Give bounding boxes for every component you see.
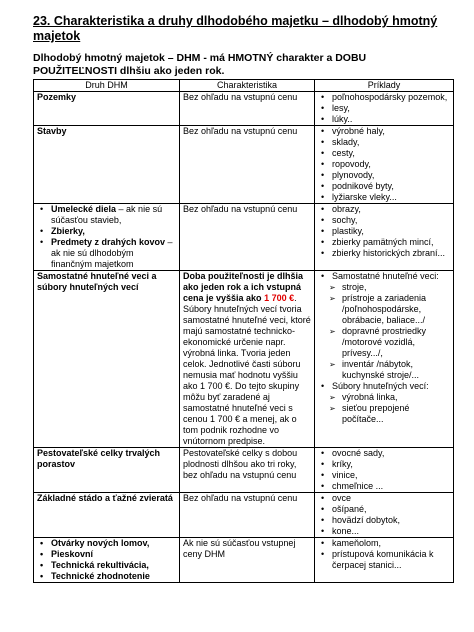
charakteristika-cell: Bez ohľadu na vstupnú cenu [180,204,315,271]
priklady-cell [315,126,454,204]
page-title: 23. Charakteristika a druhy dlhodobého majetku – dlhodobý hmotný majetok [33,14,438,43]
charakteristika-cell: Bez ohľadu na vstupnú cenu [180,126,315,204]
list-item: • kríky, [318,459,450,470]
list-item: • Zbierky, [37,226,176,237]
list-item: • lyžiarske vleky... [318,192,450,203]
list-item: • ovce [318,493,450,504]
table-row [34,493,454,538]
list-item: • Súbory hnuteľných vecí: [318,381,450,392]
list-item: • ošípané, [318,504,450,515]
list-item: • výrobné haly, [318,126,450,137]
druh-cell [34,538,180,583]
table-row [34,538,454,583]
priklady-cell [315,538,454,583]
list-item: • lúky.. [318,114,450,125]
table-row [34,204,454,271]
priklady-cell [315,493,454,538]
charakteristika-cell: Pestovateľské celky s dobou plodnosti dlhšou ako tri roky, bez ohľadu na vstupnú cenu [180,448,315,493]
list-item: ➢ prístroje a zariadenia /poľnohospodárske, obrábacie, baliace.../ [318,293,450,326]
list-item: • Samostatné hnuteľné veci: [318,271,450,282]
druh-cell: Stavby [34,126,180,204]
druh-cell [34,204,180,271]
list-item: • Umelecké diela – ak nie sú súčasťou stavieb, [37,204,176,226]
list-item: ➢ sieťou prepojené počítače... [318,403,450,425]
table-row [34,126,454,204]
header-charakteristika: Charakteristika [180,80,315,92]
charakteristika-cell: Bez ohľadu na vstupnú cenu [180,493,315,538]
druh-cell: Pozemky [34,92,180,126]
priklady-cell [315,271,454,448]
list-item: • plynovody, [318,170,450,181]
list-item: • prístupová komunikácia k čerpacej stanici... [318,549,450,571]
header-druh: Druh DHM [34,80,180,92]
list-item: • vinice, [318,470,450,481]
list-item: • Otvárky nových lomov, [37,538,176,549]
list-item: • chmeľnice ... [318,481,450,492]
table-row [34,448,454,493]
list-item: • sklady, [318,137,450,148]
list-item: • lesy, [318,103,450,114]
priklady-cell [315,204,454,271]
list-item: • plastiky, [318,226,450,237]
list-item: • cesty, [318,148,450,159]
list-item: • zbierky historických zbraní... [318,248,450,259]
priklady-cell [315,448,454,493]
list-item: ➢ stroje, [318,282,450,293]
list-item: • kameňolom, [318,538,450,549]
dhm-table [33,79,454,583]
charakteristika-cell: Doba použiteľnosti je dlhšia ako jeden rok a ich vstupná cena je vyššia ako 1 700 €. Súbory hnuteľných vecí tvoria samostatné hnuteľné veci, ktoré majú samostatné technicko-ekonomické určenie napr. výrobná linka. Tvoria jeden celok. Jednotlivé časti súboru nemusia mať hodnotu vyššiu ako 1 700 €. Do tejto skupiny môžu byť zaradené aj samostatné hnuteľné veci s cenou 1 700 € a menej, ak o tom podnik rozhodne vo vnútornom predpise. [180,271,315,448]
list-item: • obrazy, [318,204,450,215]
charakteristika-cell: Bez ohľadu na vstupnú cenu [180,92,315,126]
list-item: • ovocné sady, [318,448,450,459]
list-item: • hovädzí dobytok, [318,515,450,526]
header-priklady: Príklady [315,80,454,92]
list-item: • Pieskovní [37,549,176,560]
list-item: • kone... [318,526,450,537]
intro-paragraph: Dlhodobý hmotný majetok – DHM - má HMOTNÝ charakter a DOBU POUŽITEĽNOSTI dlhšiu ako jeden rok. [33,52,367,77]
charakteristika-cell: Ak nie sú súčasťou vstupnej ceny DHM [180,538,315,583]
priklady-cell [315,92,454,126]
list-item: ➢ dopravné prostriedky /motorové vozidlá, prívesy.../, [318,326,450,359]
list-item: • sochy, [318,215,450,226]
table-row [34,271,454,448]
druh-cell: Samostatné hnuteľné veci a súbory hnuteľných vecí [34,271,180,448]
table-header-row [34,80,454,92]
list-item: • Technické zhodnotenie [37,571,176,582]
table-row [34,92,454,126]
list-item: • zbierky pamätných mincí, [318,237,450,248]
list-item: • poľnohospodársky pozemok, [318,92,450,103]
list-item: ➢ inventár /nábytok, kuchynské stroje/... [318,359,450,381]
list-item: • ropovody, [318,159,450,170]
list-item: • podnikové byty, [318,181,450,192]
list-item: ➢ výrobná linka, [318,392,450,403]
druh-cell: Pestovateľské celky trvalých porastov [34,448,180,493]
druh-cell: Základné stádo a ťažné zvieratá [34,493,180,538]
list-item: • Predmety z drahých kovov – ak nie sú dlhodobým finančným majetkom [37,237,176,270]
list-item: • Technická rekultivácia, [37,560,176,571]
